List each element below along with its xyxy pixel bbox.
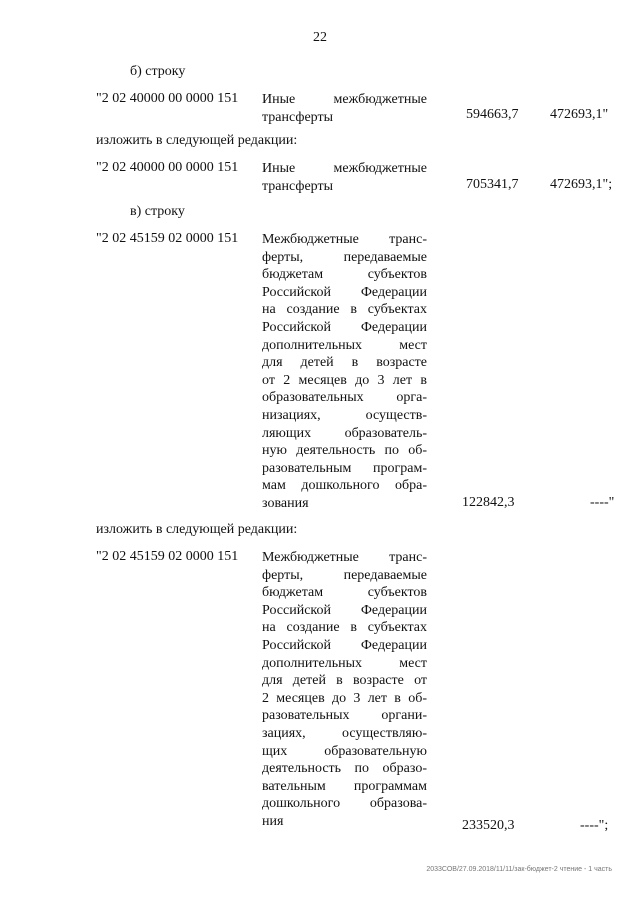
- description-line: трансферты: [262, 109, 334, 125]
- block-intro: в) строку: [130, 204, 185, 219]
- description-line: для детей в возрасте от: [262, 673, 427, 689]
- description-line: дополнительных мест: [262, 337, 427, 353]
- row-description: [262, 549, 427, 831]
- amount-2019: 472693,1": [550, 107, 609, 122]
- block-intro: б) строку: [130, 64, 186, 79]
- description-line: дополнительных мест: [262, 655, 427, 671]
- description-line: на создание в субъектах: [262, 302, 427, 318]
- description-line: бюджетам субъектов: [262, 267, 427, 283]
- description-line: для детей в возрасте: [262, 355, 427, 371]
- amount-2018: 122842,3: [462, 495, 515, 510]
- amount-2018: 594663,7: [466, 107, 519, 122]
- block-intro: изложить в следующей редакции:: [96, 522, 298, 537]
- description-line: Российской Федерации: [262, 319, 427, 335]
- document-footer: 2033СОВ/27.09.2018/11/11/зак-бюджет-2 чтение - 1 часть: [426, 866, 612, 873]
- description-line: бюджетам субъектов: [262, 585, 427, 601]
- description-line: Российской Федерации: [262, 637, 427, 653]
- row-description: [262, 91, 427, 126]
- description-line: Иные межбюджетные: [262, 92, 427, 107]
- budget-code: "2 02 45159 02 0000 151: [96, 549, 239, 564]
- description-line: 2 месяцев до 3 лет в об-: [262, 690, 427, 706]
- budget-code: "2 02 40000 00 0000 151: [96, 91, 239, 106]
- description-line: ляющих образователь-: [262, 425, 427, 441]
- description-line: от 2 месяцев до 3 лет в: [262, 372, 427, 388]
- description-line: Российской Федерации: [262, 602, 427, 618]
- description-line: ную деятельность по об-: [262, 443, 427, 459]
- description-line: дошкольного образова-: [262, 796, 427, 812]
- budget-code: "2 02 45159 02 0000 151: [96, 231, 239, 246]
- description-line: трансферты: [262, 178, 334, 194]
- amount-2018: 705341,7: [466, 177, 519, 192]
- amount-2019: ----";: [580, 818, 609, 833]
- description-line: мам дошкольного обра-: [262, 478, 427, 494]
- row-description: [262, 231, 427, 513]
- description-line: деятельность по образо-: [262, 761, 427, 777]
- description-line: ферты, передаваемые: [262, 567, 427, 583]
- description-line: щих образовательную: [262, 743, 427, 759]
- description-line: Межбюджетные транс-: [262, 232, 427, 247]
- description-line: на создание в субъектах: [262, 620, 427, 636]
- description-line: Российской Федерации: [262, 284, 427, 300]
- amount-2019: 472693,1";: [550, 177, 613, 192]
- description-line: Межбюджетные транс-: [262, 550, 427, 565]
- description-line: ферты, передаваемые: [262, 249, 427, 265]
- budget-code: "2 02 40000 00 0000 151: [96, 160, 239, 175]
- description-line: зования: [262, 495, 309, 511]
- description-line: Иные межбюджетные: [262, 161, 427, 176]
- page-number: 22: [313, 30, 327, 45]
- description-line: образовательных орга-: [262, 390, 427, 406]
- block-intro: изложить в следующей редакции:: [96, 133, 298, 148]
- description-line: разовательных органи-: [262, 708, 427, 724]
- description-line: ния: [262, 813, 284, 829]
- row-description: [262, 160, 427, 195]
- amount-2018: 233520,3: [462, 818, 515, 833]
- description-line: разовательным програм-: [262, 460, 427, 476]
- description-line: низациях, осуществ-: [262, 407, 427, 423]
- amount-2019: ----": [590, 495, 615, 510]
- description-line: зациях, осуществляю-: [262, 725, 427, 741]
- description-line: вательным программам: [262, 778, 427, 794]
